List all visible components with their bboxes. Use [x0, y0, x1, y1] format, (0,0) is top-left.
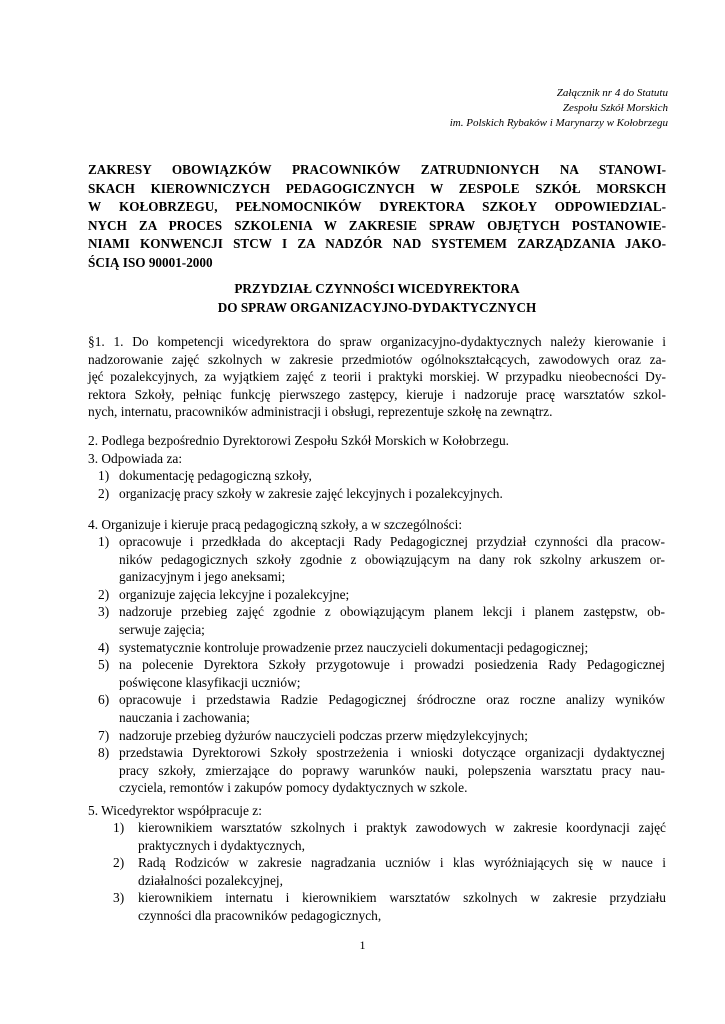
list-item-number: 5)	[98, 657, 110, 673]
list-item-text: organizuje zajęcia lekcyjne i pozalekcyjne;	[119, 586, 350, 602]
list-item	[113, 889, 666, 924]
paragraph-line: jęć pozalekcyjnych, za wyjątkiem zajęć z teorii i praktyki morskiej. W przypadku nieobecności Dy-	[88, 369, 666, 385]
list-item-text: czynności dla pracowników pedagogicznych,	[138, 907, 382, 923]
list-item-text: działalności pozalekcyjnej,	[138, 872, 284, 888]
list-item-text: serwuje zajęcia;	[119, 621, 205, 637]
point-3-heading	[88, 450, 666, 468]
paragraph-line: nadzorowanie zajęć szkolnych w zakresie przedmiotów ogólnokształcących, zawodowych oraz za-	[88, 351, 666, 367]
paragraph-line: §1. 1. Do kompetencji wicedyrektora do spraw organizacyjno-dydaktycznych należy kierowanie i	[88, 334, 666, 349]
point-5-list	[113, 819, 666, 925]
page-number: 1	[359, 938, 366, 952]
list-item-text: poświęcone klasyfikacji uczniów;	[119, 674, 301, 690]
title-line: ŚCIĄ ISO 90001-2000	[88, 254, 213, 270]
point-5-heading	[88, 802, 666, 820]
list-item	[98, 727, 665, 745]
list-item	[98, 533, 665, 586]
list-item	[113, 819, 666, 854]
list-item-text: opracowuje i przedkłada do akceptacji Rady Pedagogicznej przydział czynności dla pracow-	[119, 534, 665, 549]
point-4-list	[98, 533, 665, 797]
title-line: NIAMI KONWENCJI STCW I ZA NADZÓR NAD SYSTEMEM ZARZĄDZANIA JAKO-	[88, 236, 666, 252]
annex-header	[348, 86, 668, 131]
list-item	[98, 656, 665, 691]
point-heading: 3. Odpowiada za:	[88, 451, 183, 466]
list-item-text: nadzoruje przebieg dyżurów nauczycieli podczas przerw międzylekcyjnych;	[119, 727, 528, 743]
list-item-text: praktycznych i dydaktycznych,	[138, 837, 305, 853]
list-item	[98, 485, 665, 503]
list-item-text: czyciela, remontów i zakupów pomocy dydaktycznych w szkole.	[119, 780, 468, 796]
title-line: NYCH ZA PROCES SZKOLENIA W ZAKRESIE SPRAW OBJĘTYCH POSTANOWIE-	[88, 217, 666, 233]
list-item-number: 2)	[113, 855, 125, 871]
point-text: 2. Podlega bezpośrednio Dyrektorowi Zespołu Szkół Morskich w Kołobrzegu.	[88, 433, 509, 448]
list-item-text: opracowuje i przedstawia Radzie Pedagogicznej śródroczne oraz roczne analizy wyników	[119, 692, 665, 708]
title-line: SKACH KIEROWNICZYCH PEDAGOGICZNYCH W ZESPOLE SZKÓŁ MORSKCH	[88, 180, 666, 196]
list-item	[98, 586, 665, 604]
list-item-text: ników pedagogicznych szkoły zgodnie z obowiązującym na dany rok szkolny arkuszem or-	[119, 551, 665, 567]
list-item-text: na polecenie Dyrektora Szkoły przygotowuje i prowadzi posiedzenia Rady Pedagogicznej	[119, 657, 665, 673]
list-item-number: 2)	[98, 586, 110, 602]
list-item-number: 1)	[113, 820, 125, 835]
title-line: W KOŁOBRZEGU, PEŁNOMOCNIKÓW DYREKTORA SZKOŁY ODPOWIEDZIAL-	[88, 199, 666, 215]
section-heading	[88, 280, 666, 317]
point-heading: 5. Wicedyrektor współpracuje z:	[88, 803, 262, 818]
list-item-text: nauczania i zachowania;	[119, 709, 250, 725]
list-item	[98, 603, 665, 638]
list-item	[98, 744, 665, 797]
list-item-number: 6)	[98, 692, 110, 708]
list-item	[98, 691, 665, 726]
paragraph-line: rektora Szkoły, pełniąc funkcję pierwszego zastępcy, kieruje i nadzoruje pracę warsztatów szkol-	[88, 386, 666, 402]
list-item-text: Radą Rodziców w zakresie nagradzania uczniów i klas wyróżniających się w nauce i	[138, 855, 666, 871]
section-heading-line: DO SPRAW ORGANIZACYJNO-DYDAKTYCZNYCH	[217, 299, 537, 315]
point-4-heading	[88, 516, 666, 534]
point-heading: 4. Organizuje i kieruje pracą pedagogiczną szkoły, a w szczególności:	[88, 517, 463, 532]
annex-line: Załącznik nr 4 do Statutu	[556, 87, 668, 99]
section-heading-line: PRZYDZIAŁ CZYNNOŚCI WICEDYREKTORA	[234, 281, 520, 296]
list-item-number: 4)	[98, 639, 110, 655]
list-item	[98, 467, 665, 485]
list-item	[113, 854, 666, 889]
list-item-text: kierownikiem warsztatów szkolnych i praktyk zawodowych w zakresie koordynacji zajęć	[138, 820, 666, 835]
list-item-number: 3)	[113, 890, 125, 906]
main-title	[88, 161, 666, 273]
list-item-text: pracy szkoły, zmierzające do poprawy warunków nauki, polepszenia warsztatu pracy nau-	[119, 762, 665, 778]
annex-line: Zespołu Szkół Morskich	[562, 102, 668, 114]
title-line: ZAKRESY OBOWIĄZKÓW PRACOWNIKÓW ZATRUDNIONYCH NA STANOWI-	[88, 162, 666, 177]
list-item-number: 7)	[98, 727, 110, 743]
list-item-number: 1)	[98, 534, 110, 549]
list-item-text: organizację pracy szkoły w zakresie zajęć lekcyjnych i pozalekcyjnych.	[119, 485, 503, 501]
list-item-number: 2)	[98, 485, 110, 501]
annex-line: im. Polskich Rybaków i Marynarzy w Kołobrzegu	[449, 117, 668, 129]
list-item-text: kierownikiem internatu i kierownikiem warsztatów szkolnych w zakresie przydziału	[138, 890, 666, 906]
list-item-text: systematycznie kontroluje prowadzenie przez nauczycieli dokumentacji pedagogicznej;	[119, 639, 589, 655]
paragraph-section-1	[88, 333, 666, 421]
list-item-text: nadzoruje przebieg zajęć zgodnie z obowiązującym planem lekcji i planem zastępstw, ob-	[119, 604, 665, 620]
list-item-text: ganizacyjnym i jego aneksami;	[119, 569, 286, 585]
list-item	[98, 639, 665, 657]
list-item-text: przedstawia Dyrektorowi Szkoły spostrzeżenia i wnioski dotyczące organizacji dydaktycznej	[119, 745, 665, 761]
list-item-number: 1)	[98, 468, 110, 483]
point-3-list	[98, 467, 665, 502]
list-item-number: 3)	[98, 604, 110, 620]
point-2	[88, 432, 666, 450]
list-item-number: 8)	[98, 745, 110, 761]
paragraph-line: nych, internatu, pracowników administracji i obsługi, reprezentuje szkołę na zewnątrz.	[88, 404, 553, 420]
list-item-text: dokumentację pedagogiczną szkoły,	[119, 468, 312, 483]
